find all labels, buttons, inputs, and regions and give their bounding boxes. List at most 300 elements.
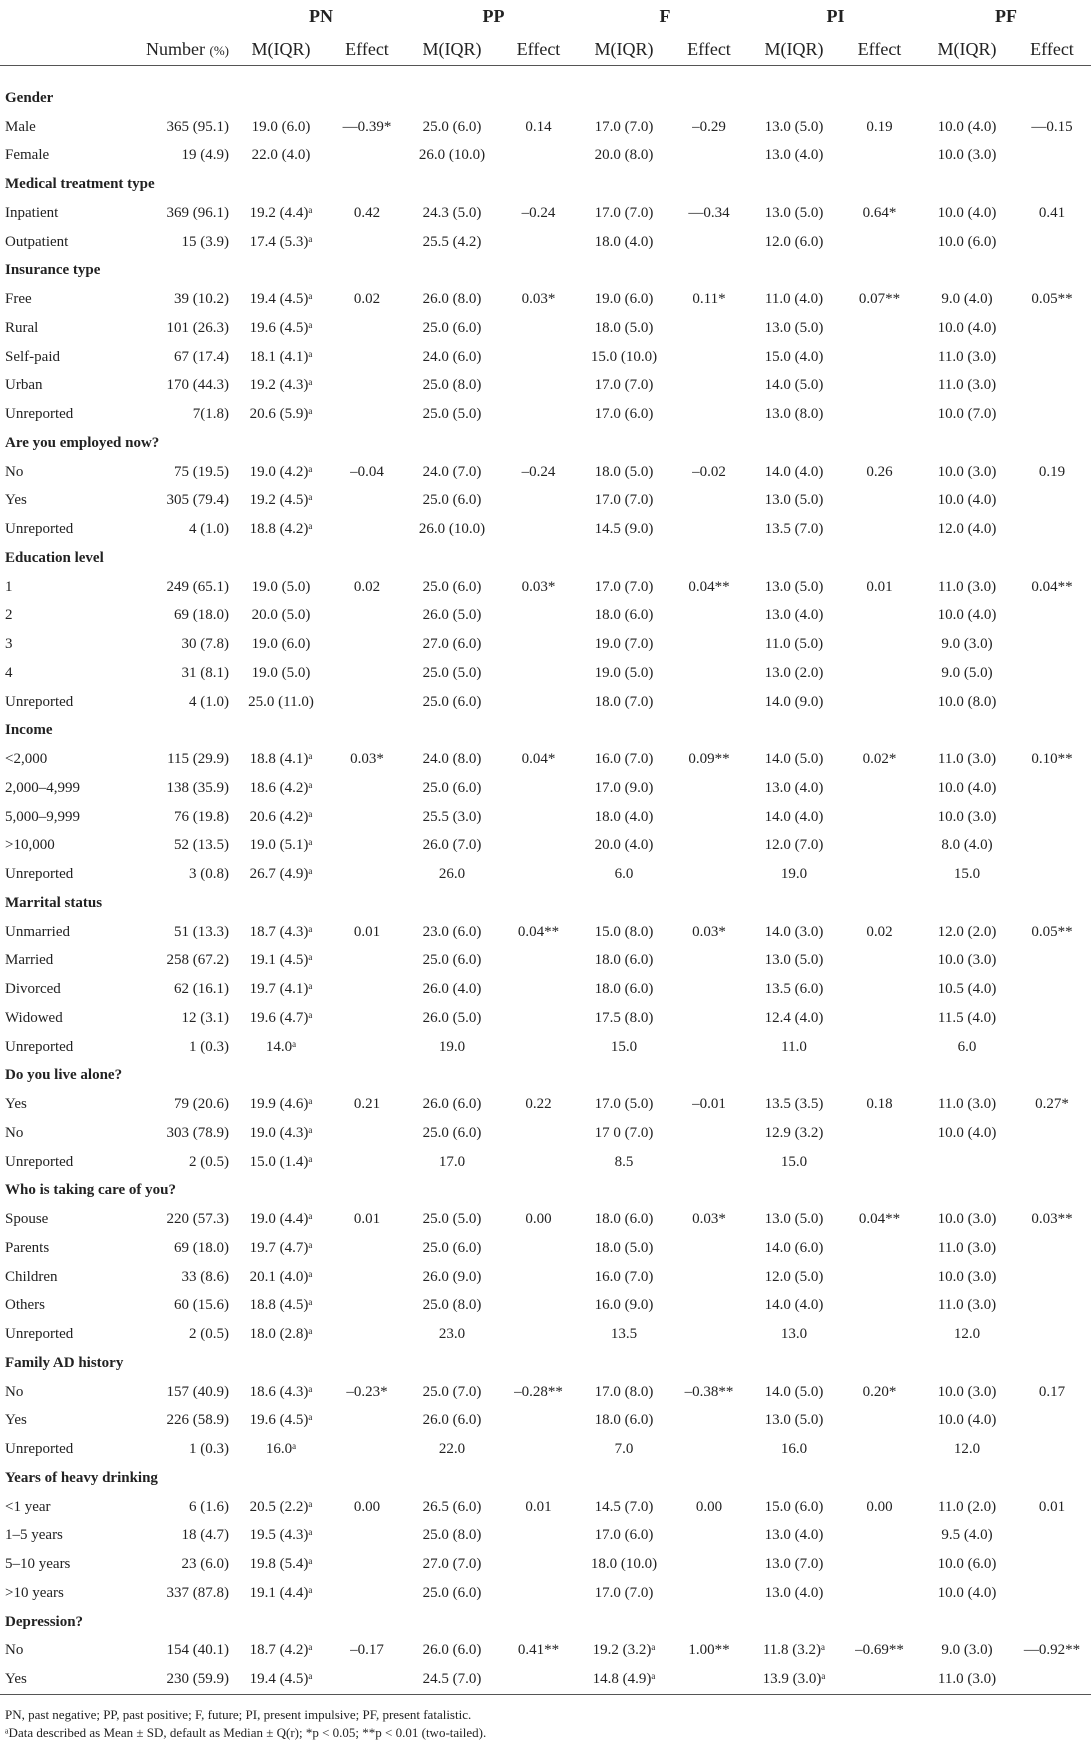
pf-effect-cell <box>1013 975 1091 1004</box>
pn-median-cell: 19.6 (4.5)ᵃ <box>249 319 313 336</box>
f-effect-cell <box>668 1004 750 1033</box>
pp-effect-cell <box>497 860 580 889</box>
pf-median-cell: 11.0 (3.0) <box>937 751 997 768</box>
pp-median-cell: 25.5 (3.0) <box>422 808 482 825</box>
group-header-pf: PF <box>995 6 1017 26</box>
f-median-cell: 14.5 (9.0) <box>594 521 654 538</box>
footnote: PN, past negative; PP, past positive; F, future; PI, present impulsive; PF, present fatalistic. <box>5 1707 472 1722</box>
section-label: Depression? <box>5 1613 84 1630</box>
pn-effect-cell <box>327 1435 407 1464</box>
pp-median-cell: 25.0 (6.0) <box>422 492 482 509</box>
f-effect-cell <box>668 630 750 659</box>
f-effect-cell: 0.03* <box>692 1211 726 1228</box>
pf-effect-cell: 0.27* <box>1035 1096 1069 1113</box>
f-median-cell: 17.5 (8.0) <box>594 1009 654 1026</box>
pn-median-cell: 18.0 (2.8)ᵃ <box>249 1326 313 1343</box>
pf-effect-cell <box>1013 659 1091 688</box>
pi-effect-cell <box>838 1665 921 1694</box>
row-label: Spouse <box>5 1211 49 1228</box>
pf-median-cell: 12.0 <box>953 1441 981 1458</box>
pn-effect-cell <box>327 602 407 631</box>
f-median-cell: 19.2 (3.2)ᵃ <box>592 1642 656 1659</box>
pi-effect-cell <box>838 975 921 1004</box>
pp-median-cell: 26.0 (9.0) <box>422 1268 482 1285</box>
table-body <box>0 84 1091 1695</box>
f-median-cell: 18.0 (7.0) <box>594 693 654 710</box>
pp-median-cell: 25.0 (6.0) <box>422 779 482 796</box>
pp-median-cell: 25.0 (6.0) <box>422 1124 482 1141</box>
pn-median-cell: 19.0 (4.4)ᵃ <box>249 1211 313 1228</box>
row-label: Self-paid <box>5 348 60 365</box>
pi-median-cell: 13.5 (7.0) <box>764 521 824 538</box>
pp-median-cell: 25.0 (7.0) <box>422 1383 482 1400</box>
pn-effect-cell <box>327 515 407 544</box>
f-median-cell: 7.0 <box>614 1441 634 1458</box>
f-median-cell: 16.0 (9.0) <box>594 1297 654 1314</box>
pi-effect-cell <box>838 372 921 401</box>
pp-effect-cell <box>497 1320 580 1349</box>
pp-effect-cell: 0.03* <box>521 291 556 308</box>
pp-median-cell: 26.0 (5.0) <box>422 607 482 624</box>
pn-median-cell: 20.5 (2.2)ᵃ <box>249 1498 313 1515</box>
pf-effect-cell <box>1013 803 1091 832</box>
pf-median-cell: 10.0 (4.0) <box>937 204 997 221</box>
pp-median-cell: 25.0 (6.0) <box>422 118 482 135</box>
number-column-header <box>115 33 235 66</box>
f-effect-cell <box>668 1579 750 1608</box>
pn-median-cell: 15.0 (1.4)ᵃ <box>249 1153 313 1170</box>
pi-median-cell: 19.0 <box>780 866 808 883</box>
section-row <box>0 170 1091 199</box>
row-label: Unreported <box>5 1326 74 1343</box>
pi-effect-cell <box>838 228 921 257</box>
pn-median-cell: 19.7 (4.7)ᵃ <box>249 1239 313 1256</box>
row-label: Outpatient <box>5 233 69 250</box>
f-median-cell: 17.0 (9.0) <box>594 779 654 796</box>
pn-median-cell: 20.6 (5.9)ᵃ <box>249 406 313 423</box>
table-row <box>0 1205 1091 1234</box>
f-median-cell: 17.0 (6.0) <box>594 406 654 423</box>
section-label: Marrital status <box>5 894 103 911</box>
pn-median-cell: 25.0 (11.0) <box>248 693 314 710</box>
footnote: ᵃData described as Mean ± SD, default as Median ± Q(r); *p < 0.05; **p < 0.01 (two-tailed). <box>5 1725 487 1740</box>
pp-effect-cell <box>497 515 580 544</box>
f-median-cell: 17.0 (5.0) <box>594 1096 654 1113</box>
pp-effect-cell <box>497 142 580 171</box>
pf-effect-cell <box>1013 1263 1091 1292</box>
pn-median-cell: 16.0ᵃ <box>265 1441 297 1458</box>
row-label: Unreported <box>5 1038 74 1055</box>
pf-median-cell: 8.0 (4.0) <box>941 837 993 854</box>
pp-median-cell: 23.0 (6.0) <box>422 923 482 940</box>
pn-effect-cell: 0.42 <box>353 204 381 221</box>
row-label: Divorced <box>5 981 61 998</box>
pf-effect-cell: 0.05** <box>1031 291 1073 308</box>
pi-median-cell: 13.0 (5.0) <box>764 319 824 336</box>
number-cell: 18 (4.7) <box>181 1527 229 1544</box>
pf-effect-cell <box>1013 1435 1091 1464</box>
f-effect-cell <box>668 1320 750 1349</box>
table-row <box>0 688 1091 717</box>
pf-median-cell: 9.5 (4.0) <box>941 1527 993 1544</box>
pi-median-cell: 13.0 (5.0) <box>764 578 824 595</box>
pn-median-cell: 19.1 (4.5)ᵃ <box>249 952 313 969</box>
table-row <box>0 113 1091 142</box>
row-label: 5–10 years <box>5 1556 71 1573</box>
f-median-cell: 18.0 (10.0) <box>590 1556 658 1573</box>
pn-effect-cell <box>327 947 407 976</box>
table-row <box>0 947 1091 976</box>
pf-effect-cell <box>1013 688 1091 717</box>
f-median-cell: 17.0 (7.0) <box>594 377 654 394</box>
pf-effect-cell: 0.19 <box>1038 463 1066 480</box>
pn-effect-cell: 0.02 <box>353 291 381 308</box>
number-cell: 157 (40.9) <box>166 1383 229 1400</box>
f-median-cell: 18.0 (6.0) <box>594 607 654 624</box>
row-label: Yes <box>5 1412 27 1429</box>
pp-median-cell: 26.0 (6.0) <box>422 1412 482 1429</box>
row-label: Unmarried <box>5 923 70 940</box>
number-cell: 303 (78.9) <box>166 1124 229 1141</box>
f-effect-cell <box>668 314 750 343</box>
table-row <box>0 1550 1091 1579</box>
pi-effect-cell: –0.69** <box>855 1642 904 1659</box>
table-row <box>0 1292 1091 1321</box>
table-row <box>0 602 1091 631</box>
number-cell: 337 (87.8) <box>166 1584 229 1601</box>
pn-effect-cell: 0.01 <box>353 923 381 940</box>
pn-effect-cell <box>327 1579 407 1608</box>
pi-median-cell: 12.0 (6.0) <box>764 233 824 250</box>
f-effect-cell <box>668 1033 750 1062</box>
pn-median-cell: 19.0 (4.3)ᵃ <box>249 1124 313 1141</box>
pi-effect-cell: 0.04** <box>858 1211 901 1228</box>
pn-median-cell: 19.5 (4.3)ᵃ <box>249 1527 313 1544</box>
pi-effect-cell <box>838 400 921 429</box>
pn-effect-cell <box>327 860 407 889</box>
number-label: Number <box>146 38 205 59</box>
pi-median-cell: 13.0 (4.0) <box>764 1527 824 1544</box>
pp-median-cell: 24.0 (6.0) <box>422 348 482 365</box>
table-row <box>0 918 1091 947</box>
f-median-cell: 13.5 <box>610 1326 638 1343</box>
pi-median-cell: 13.0 (5.0) <box>764 492 824 509</box>
f-median-cell: 17.0 (7.0) <box>594 118 654 135</box>
pi-effect-cell <box>838 1292 921 1321</box>
pn-median-cell: 19.1 (4.4)ᵃ <box>249 1584 313 1601</box>
pf-median-cell: 15.0 <box>953 866 981 883</box>
pf-effect-cell <box>1013 1522 1091 1551</box>
pi-median-cell: 13.0 (4.0) <box>764 607 824 624</box>
pn-median-cell: 19.6 (4.5)ᵃ <box>249 1412 313 1429</box>
pi-median-cell: 13.0 (5.0) <box>764 952 824 969</box>
pn-median-cell: 19.2 (4.4)ᵃ <box>249 204 313 221</box>
number-cell: 226 (58.9) <box>166 1412 229 1429</box>
pp-effect-cell: 0.04** <box>517 923 560 940</box>
number-cell: 19 (4.9) <box>181 147 229 164</box>
row-label: Urban <box>5 377 43 394</box>
f-median-cell: 17.0 (7.0) <box>594 1584 654 1601</box>
pn-median-cell: 17.4 (5.3)ᵃ <box>249 233 313 250</box>
pi-effect-cell: 0.19 <box>866 118 893 135</box>
f-median-cell: 18.0 (5.0) <box>594 463 654 480</box>
number-cell: 154 (40.1) <box>166 1642 229 1659</box>
pn-effect-cell <box>327 372 407 401</box>
pp-median-cell: 25.0 (6.0) <box>422 1584 482 1601</box>
pn-effect-cell <box>327 803 407 832</box>
pi-median-cell: 16.0 <box>780 1441 808 1458</box>
pi-median-cell: 13.0 <box>780 1326 808 1343</box>
pp-effect-cell <box>497 1407 580 1436</box>
median-column-header: M(IQR) <box>580 33 668 66</box>
pn-effect-cell: –0.04 <box>350 463 384 480</box>
pf-effect-cell <box>1013 1148 1091 1177</box>
pn-effect-cell <box>327 1234 407 1263</box>
table-row <box>0 774 1091 803</box>
row-label: <2,000 <box>5 751 48 768</box>
pp-median-cell: 23.0 <box>438 1326 466 1343</box>
pf-effect-cell: 0.41 <box>1038 204 1066 221</box>
pp-effect-cell <box>497 228 580 257</box>
pp-median-cell: 26.0 <box>438 866 466 883</box>
pp-median-cell: 25.0 (8.0) <box>422 377 482 394</box>
pi-median-cell: 11.0 (4.0) <box>764 291 824 308</box>
f-median-cell: 14.8 (4.9)ᵃ <box>580 1665 668 1694</box>
pi-median-cell: 15.0 (6.0) <box>764 1498 824 1515</box>
row-label: 4 <box>5 664 13 681</box>
pf-median-cell: 11.0 (3.0) <box>937 348 997 365</box>
pn-effect-cell <box>327 1004 407 1033</box>
table-row <box>0 1033 1091 1062</box>
pn-effect-cell <box>327 1522 407 1551</box>
f-effect-cell <box>668 1263 750 1292</box>
pn-median-cell: 19.0 (4.2)ᵃ <box>249 463 313 480</box>
table-row <box>0 860 1091 889</box>
pn-effect-cell: 0.00 <box>353 1498 381 1515</box>
section-row <box>0 1608 1091 1637</box>
pn-effect-cell <box>327 400 407 429</box>
pf-median-cell: 10.0 (6.0) <box>937 1556 997 1573</box>
pi-effect-cell <box>838 1033 921 1062</box>
pp-effect-cell: 0.00 <box>525 1211 552 1228</box>
number-cell: 30 (7.8) <box>181 636 229 653</box>
effect-column-header: Effect <box>497 33 580 66</box>
pi-median-cell: 13.0 (5.0) <box>764 118 824 135</box>
pp-effect-cell <box>497 803 580 832</box>
pn-median-cell: 18.8 (4.1)ᵃ <box>249 751 313 768</box>
f-median-cell: 17.0 (7.0) <box>594 492 654 509</box>
pi-effect-cell <box>838 343 921 372</box>
pp-median-cell: 17.0 <box>438 1153 466 1170</box>
number-cell: 4 (1.0) <box>189 521 229 538</box>
pf-effect-cell <box>1013 1119 1091 1148</box>
f-median-cell: 18.0 (4.0) <box>594 808 654 825</box>
pf-median-cell: 11.0 (3.0) <box>921 1665 1013 1694</box>
pn-effect-cell <box>327 1148 407 1177</box>
group-header-pn: PN <box>309 6 333 26</box>
pf-median-cell: 9.0 (4.0) <box>941 291 993 308</box>
row-label: Unreported <box>5 1441 74 1458</box>
section-label: Years of heavy drinking <box>5 1469 158 1486</box>
pf-median-cell: 11.0 (3.0) <box>937 1096 997 1113</box>
pn-effect-cell <box>327 659 407 688</box>
pi-median-cell: 12.9 (3.2) <box>764 1124 824 1141</box>
pf-effect-cell <box>1013 1234 1091 1263</box>
pp-effect-cell <box>497 1292 580 1321</box>
pi-median-cell: 13.0 (4.0) <box>764 779 824 796</box>
pp-median-cell: 25.0 (5.0) <box>422 406 482 423</box>
pf-effect-cell <box>1013 947 1091 976</box>
pi-effect-cell <box>838 487 921 516</box>
table-row <box>0 630 1091 659</box>
pp-effect-cell <box>497 1435 580 1464</box>
f-median-cell: 19.0 (7.0) <box>594 636 654 653</box>
number-cell: 249 (65.1) <box>166 578 229 595</box>
section-row <box>0 257 1091 286</box>
number-cell: 6 (1.6) <box>189 1498 229 1515</box>
row-label: Unreported <box>5 406 74 423</box>
pp-effect-cell: –0.24 <box>521 204 556 221</box>
table-row <box>0 285 1091 314</box>
pi-effect-cell <box>838 1579 921 1608</box>
pp-effect-cell <box>497 1148 580 1177</box>
pn-median-cell: 19.0 (5.0) <box>251 664 311 681</box>
pi-effect-cell <box>838 1148 921 1177</box>
pn-effect-cell <box>327 1263 407 1292</box>
f-effect-cell: 0.03* <box>692 923 726 940</box>
pn-effect-cell: –0.17 <box>350 1642 384 1659</box>
table-row <box>0 1004 1091 1033</box>
pn-effect-cell <box>327 1119 407 1148</box>
pp-median-cell: 24.0 (7.0) <box>422 463 482 480</box>
pi-effect-cell: 0.00 <box>866 1498 893 1515</box>
pn-effect-cell <box>327 1033 407 1062</box>
pf-median-cell: 10.0 (3.0) <box>937 808 997 825</box>
number-cell: 69 (18.0) <box>174 1239 229 1256</box>
section-label: Education level <box>5 549 104 566</box>
table-row <box>0 199 1091 228</box>
pp-median-cell: 24.5 (7.0) <box>407 1665 497 1694</box>
pf-effect-cell <box>1013 1004 1091 1033</box>
pf-median-cell: 10.0 (4.0) <box>937 492 997 509</box>
pf-effect-cell: —0.92** <box>1023 1642 1081 1659</box>
pp-median-cell: 25.0 (8.0) <box>422 1527 482 1544</box>
pn-effect-cell <box>327 142 407 171</box>
pi-median-cell: 14.0 (4.0) <box>764 463 824 480</box>
pf-effect-cell <box>1013 1550 1091 1579</box>
pn-median-cell: 19.0 (5.1)ᵃ <box>249 837 313 854</box>
pf-median-cell: 10.0 (4.0) <box>937 779 997 796</box>
pn-median-cell: 19.0 (5.0) <box>251 578 311 595</box>
table-row <box>0 745 1091 774</box>
f-median-cell: 16.0 (7.0) <box>594 1268 654 1285</box>
pi-median-cell: 12.0 (7.0) <box>764 837 824 854</box>
row-label: Children <box>5 1268 58 1285</box>
pn-effect-cell <box>327 975 407 1004</box>
f-median-cell: 17.0 (6.0) <box>594 1527 654 1544</box>
row-label: Rural <box>5 319 39 336</box>
pi-effect-cell: 0.01 <box>866 578 893 595</box>
f-effect-cell <box>668 343 750 372</box>
number-cell: 52 (13.5) <box>174 837 229 854</box>
pi-median-cell: 14.0 (6.0) <box>764 1239 824 1256</box>
row-label: No <box>5 1383 24 1400</box>
number-cell: 170 (44.3) <box>166 377 229 394</box>
f-median-cell: 15.0 (8.0) <box>594 923 654 940</box>
f-effect-cell: –0.29 <box>692 118 726 135</box>
pp-median-cell: 27.0 (6.0) <box>422 636 482 653</box>
pp-median-cell: 25.0 (5.0) <box>422 1211 482 1228</box>
pp-effect-cell: 0.03* <box>521 578 556 595</box>
section-row <box>0 717 1091 746</box>
f-effect-cell <box>668 947 750 976</box>
table-row <box>0 228 1091 257</box>
row-label: No <box>5 463 24 480</box>
row-label: Inpatient <box>5 204 59 221</box>
header-subcolumns-row <box>0 33 1091 66</box>
pp-median-cell: 26.0 (7.0) <box>422 837 482 854</box>
table-row <box>0 1493 1091 1522</box>
section-row <box>0 544 1091 573</box>
median-column-header: M(IQR) <box>750 33 838 66</box>
pf-effect-cell <box>1013 1292 1091 1321</box>
f-median-cell: 20.0 (4.0) <box>594 837 654 854</box>
table-row <box>0 1090 1091 1119</box>
pp-effect-cell <box>497 314 580 343</box>
f-median-cell: 8.5 <box>614 1153 634 1170</box>
number-cell: 67 (17.4) <box>174 348 229 365</box>
pi-median-cell: 13.0 (8.0) <box>764 406 824 423</box>
pn-median-cell: 19.6 (4.7)ᵃ <box>249 1009 313 1026</box>
f-effect-cell <box>668 774 750 803</box>
pf-effect-cell <box>1013 142 1091 171</box>
pi-median-cell: 14.0 (5.0) <box>764 751 824 768</box>
row-label: Male <box>5 118 36 135</box>
pn-median-cell: 20.6 (4.2)ᵃ <box>249 808 313 825</box>
pn-median-cell: 18.8 (4.5)ᵃ <box>249 1297 313 1314</box>
pn-median-cell: 18.6 (4.2)ᵃ <box>249 779 313 796</box>
pp-median-cell: 25.0 (8.0) <box>422 1297 482 1314</box>
pp-effect-cell: –0.24 <box>521 463 556 480</box>
row-label: Unreported <box>5 1153 74 1170</box>
pi-median-cell: 11.0 <box>781 1038 807 1055</box>
section-label: Are you employed now? <box>5 434 160 451</box>
pp-effect-cell <box>497 1033 580 1062</box>
pn-effect-cell <box>327 314 407 343</box>
pi-effect-cell <box>838 515 921 544</box>
f-effect-cell: 0.00 <box>695 1498 723 1515</box>
f-median-cell: 17 0 (7.0) <box>594 1124 654 1141</box>
f-effect-cell: 0.09** <box>688 751 730 768</box>
pn-effect-cell: –0.23* <box>346 1383 388 1400</box>
pf-median-cell: 10.0 (4.0) <box>937 1124 997 1141</box>
pf-effect-cell <box>1013 774 1091 803</box>
pp-effect-cell <box>497 975 580 1004</box>
pf-median-cell: 10.5 (4.0) <box>937 981 997 998</box>
pp-effect-cell: 0.04* <box>521 751 556 768</box>
section-label: Insurance type <box>5 262 101 279</box>
number-cell: 115 (29.9) <box>167 751 229 768</box>
pi-median-cell: 15.0 <box>780 1153 808 1170</box>
footnote-row <box>0 1723 1091 1741</box>
pn-effect-cell <box>327 1407 407 1436</box>
pf-effect-cell <box>1013 314 1091 343</box>
number-cell: 69 (18.0) <box>174 607 229 624</box>
pf-median-cell: 6.0 <box>957 1038 977 1055</box>
pf-median-cell: 10.0 (3.0) <box>937 1383 997 1400</box>
pp-effect-cell: 0.01 <box>525 1498 552 1515</box>
f-median-cell: 18.0 (6.0) <box>594 1211 654 1228</box>
